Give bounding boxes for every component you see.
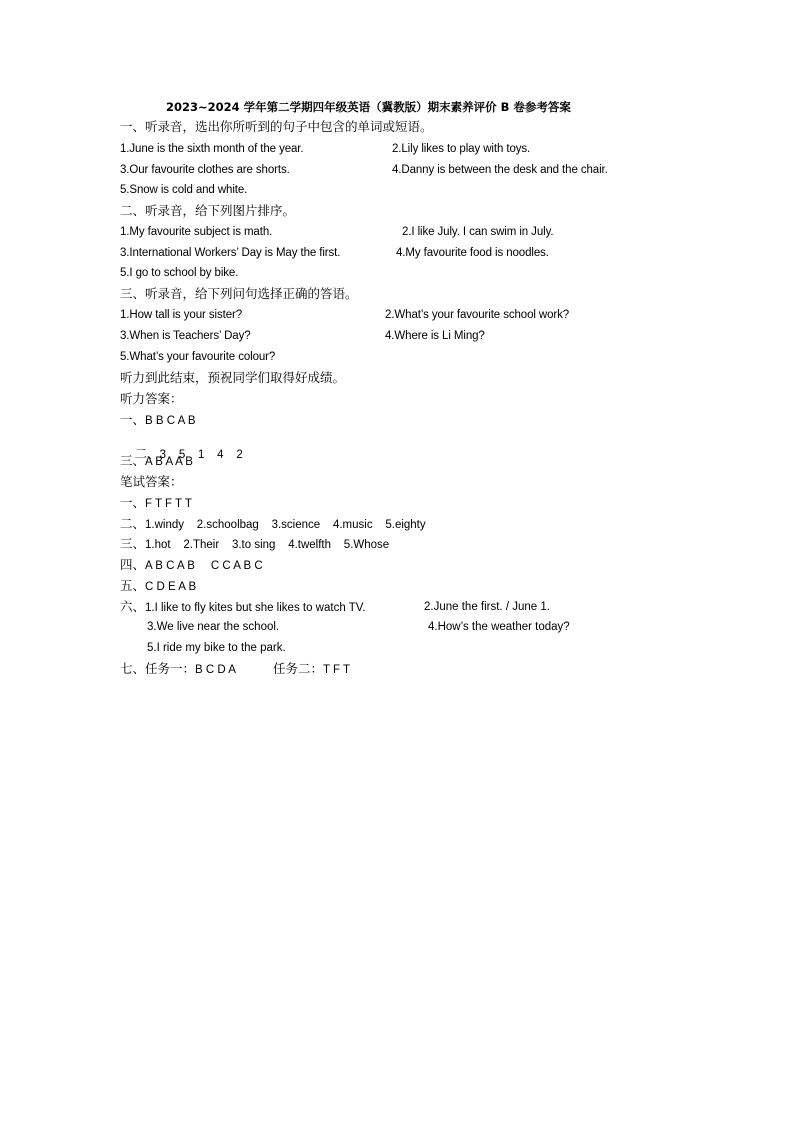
listening-answers-heading: 听力答案： xyxy=(120,391,183,406)
written-answer-row-4 xyxy=(120,558,263,573)
written-answer-row-1 xyxy=(120,496,192,511)
listening-3-item-5: 5.What’s your favourite colour? xyxy=(120,351,276,363)
page-title: 2023~2024 学年第二学期四年级英语（冀教版）期末素养评价 B 卷参考答案 xyxy=(166,100,571,114)
row-answers: 1.windy 2.schoolbag 3.science 4.music 5.eighty xyxy=(145,519,426,531)
row-label: 二、 xyxy=(120,516,146,531)
written-answer-row-6-b: 2.June the first. / June 1. xyxy=(424,601,550,613)
listening-2-item-3: 3.International Workers’ Day is May the first. xyxy=(120,247,341,259)
row-answers: F T F T T xyxy=(145,498,192,510)
row-label: 一、 xyxy=(120,495,146,510)
listening-3-item-2: 2.What’s your favourite school work? xyxy=(385,309,570,321)
task2-label: 任务二： xyxy=(273,661,324,676)
listening-2-item-5: 5.I go to school by bike. xyxy=(120,267,239,279)
listening-1-item-4: 4.Danny is between the desk and the chair. xyxy=(392,164,608,176)
written-answers-heading: 笔试答案： xyxy=(120,474,183,489)
row-answer-a: 1.I like to fly kites but she likes to watch TV. xyxy=(145,602,366,614)
row-answers: 1.hot 2.Their 3.to sing 4.twelfth 5.Whose xyxy=(145,539,390,551)
written-answer-row-7 xyxy=(120,662,236,677)
row-answers: A B C A B C C A B C xyxy=(145,560,263,572)
row-answers: 3 5 1 4 2 xyxy=(159,449,243,461)
listening-1-item-1: 1.June is the sixth month of the year. xyxy=(120,143,304,155)
listening-3-item-3: 3.When is Teachers’ Day? xyxy=(120,330,251,342)
listening-2-item-4: 4.My favourite food is noodles. xyxy=(396,247,549,259)
section-heading-listening-2: 二、听录音，给下列图片排序。 xyxy=(120,203,296,218)
task2-answers: T F T xyxy=(323,664,351,676)
listening-answer-row-3 xyxy=(120,454,193,469)
row-label: 四、 xyxy=(120,557,146,572)
section-heading-listening-3: 三、听录音，给下列问句选择正确的答语。 xyxy=(120,286,358,301)
listening-1-item-2: 2.Lily likes to play with toys. xyxy=(392,143,531,155)
row-label: 三、 xyxy=(120,453,146,468)
written-answer-row-6 xyxy=(120,600,366,615)
written-answer-row-7-task2 xyxy=(273,662,350,677)
row-answers: C D E A B xyxy=(145,581,197,593)
listening-ending-note: 听力到此结束，预祝同学们取得好成绩。 xyxy=(120,370,346,385)
row-answers: B B C A B xyxy=(145,415,196,427)
row-label: 五、 xyxy=(120,578,146,593)
row-label: 六、 xyxy=(120,599,146,614)
row-label: 三、 xyxy=(120,536,146,551)
row-answers: A B A A B xyxy=(145,456,193,468)
listening-2-item-2: 2.I like July. I can swim in July. xyxy=(402,226,554,238)
listening-3-item-4: 4.Where is Li Ming? xyxy=(385,330,485,342)
written-answer-row-6-c: 3.We live near the school. xyxy=(147,621,280,633)
task1-answers: B C D A xyxy=(195,664,236,676)
written-answer-row-2 xyxy=(120,517,426,532)
listening-answer-row-1 xyxy=(120,413,196,428)
written-answer-row-6-e: 5.I ride my bike to the park. xyxy=(147,642,286,654)
written-answer-row-6-d: 4.How’s the weather today? xyxy=(428,621,570,633)
row-label: 七、 xyxy=(120,661,146,676)
row-label: 一、 xyxy=(120,412,146,427)
listening-3-item-1: 1.How tall is your sister? xyxy=(120,309,243,321)
listening-1-item-3: 3.Our favourite clothes are shorts. xyxy=(120,164,290,176)
task1-label: 任务一： xyxy=(145,661,196,676)
listening-1-item-5: 5.Snow is cold and white. xyxy=(120,184,248,196)
row-label: 二、 xyxy=(134,446,160,461)
written-answer-row-3 xyxy=(120,537,389,552)
listening-2-item-1: 1.My favourite subject is math. xyxy=(120,226,273,238)
written-answer-row-5 xyxy=(120,579,196,594)
section-heading-listening-1: 一、听录音，选出你所听到的句子中包含的单词或短语。 xyxy=(120,119,433,134)
